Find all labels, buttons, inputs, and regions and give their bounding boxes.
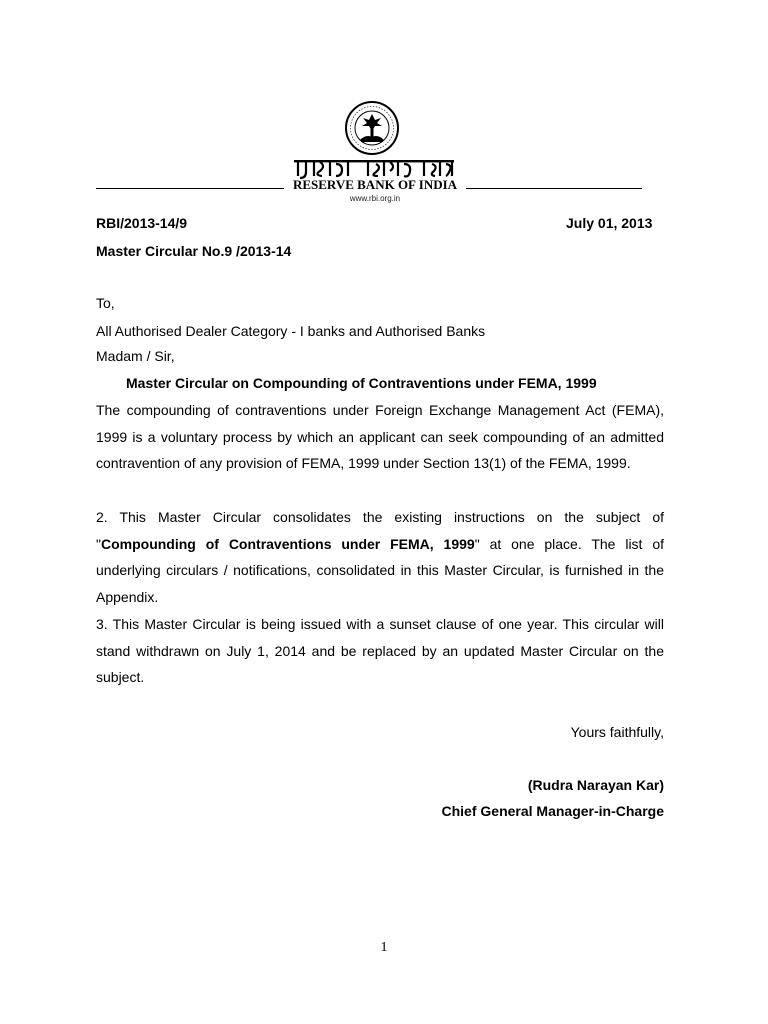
header-rule-left xyxy=(96,188,284,189)
para2-suffix: " at one place. The list of underlying circulars / notifications, consolidated in this Master Circular, is furnished in the Appendix. xyxy=(96,535,664,606)
subject-line: Master Circular on Compounding of Contraventions under FEMA, 1999 xyxy=(126,375,597,391)
rbi-emblem-logo xyxy=(344,100,400,156)
body-paragraph-1: The compounding of contraventions under Foreign Exchange Management Act (FEMA), 1999 is a voluntary process by which an applicant can seek compounding of an admitted contravention of any provision of FEMA, 1999 under Section 13(1) of the FEMA, 1999. xyxy=(96,402,664,472)
para2-prefix: 2. This Master Circular consolidates the existing instructions on the subject of " xyxy=(96,509,664,552)
bank-name: RESERVE BANK OF INDIA xyxy=(292,177,458,192)
circular-number: Master Circular No.9 /2013-14 xyxy=(96,243,292,259)
reference-number: RBI/2013-14/9 xyxy=(96,215,188,231)
signatory-designation: Chief General Manager-in-Charge xyxy=(441,803,664,819)
header-rule-right xyxy=(466,188,642,189)
para2-bold-subject: Compounding of Contraventions under FEMA, 1999 xyxy=(100,535,475,552)
addressee-to: To, xyxy=(96,295,115,311)
addressee-recipients: All Authorised Dealer Category - I banks and Authorised Banks xyxy=(96,323,486,339)
salutation: Madam / Sir, xyxy=(96,348,175,364)
circular-date: July 01, 2013 xyxy=(566,215,653,231)
website-url: www.rbi.org.in xyxy=(349,194,401,203)
body-paragraph-2 xyxy=(96,504,664,611)
valediction: Yours faithfully, xyxy=(570,724,664,740)
page-number: 1 xyxy=(380,940,388,955)
body-paragraph-3: 3. This Master Circular is being issued with a sunset clause of one year. This circular will stand withdrawn on July 1, 2014 and be replaced by an updated Master Circular on the subject. xyxy=(96,616,664,686)
signatory-name: (Rudra Narayan Kar) xyxy=(527,777,664,793)
